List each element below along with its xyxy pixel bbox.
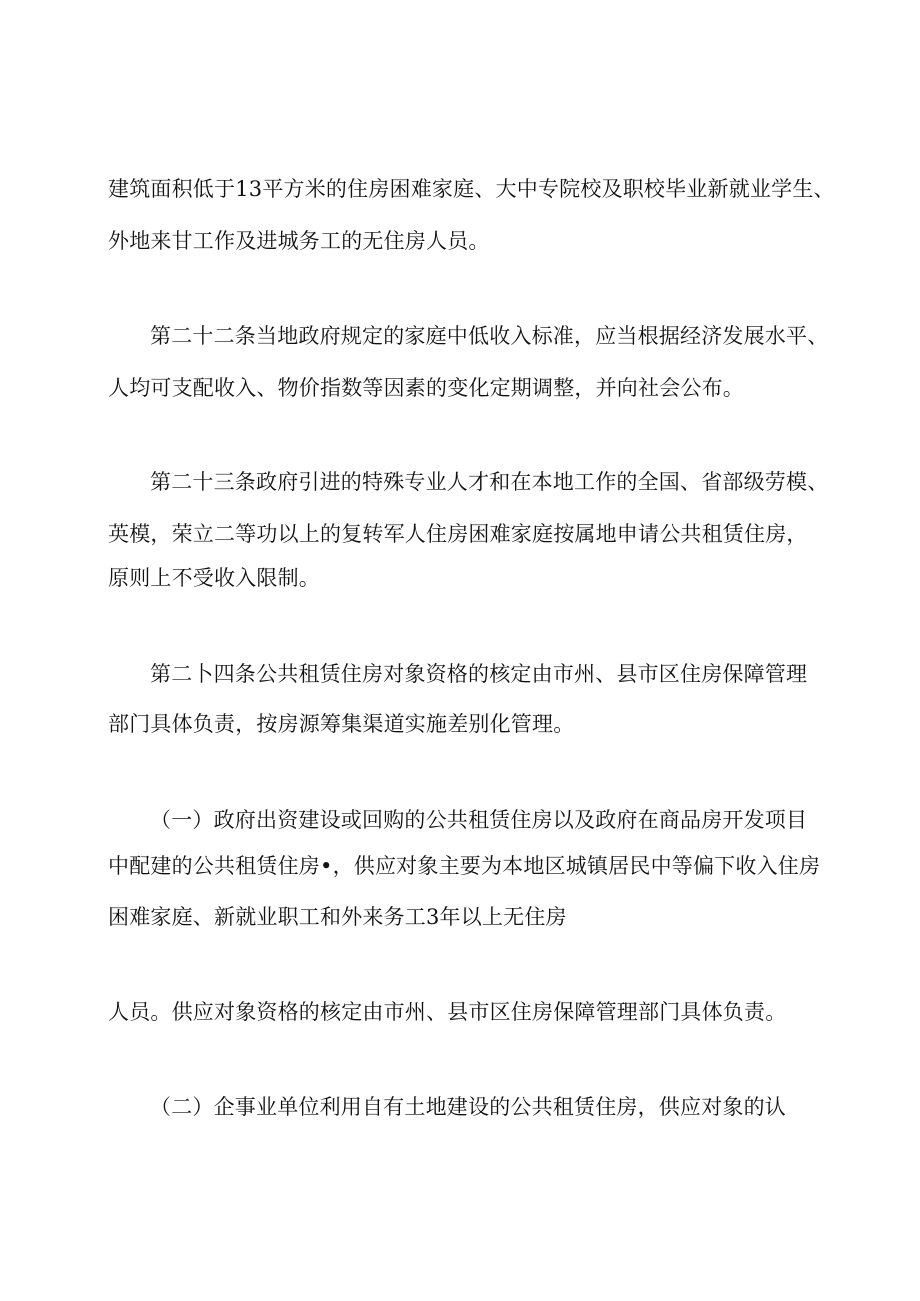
- article-23-line-3: 原则上不受收入限制。: [108, 566, 320, 590]
- item-1-line-1: （一）政府出资建设或回购的公共租赁住房以及政府在商品房开发项目: [150, 808, 808, 832]
- item-1-line-4: 人员。供应对象资格的核定由市州、县市区住房保障管理部门具体负责。: [108, 1000, 787, 1024]
- article-24-line-2: 部门具体负责，按房源筹集渠道实施差别化管理。: [108, 712, 575, 736]
- item-1-line-2: 中配建的公共租赁住房•，供应对象主要为本地区城镇居民中等偏下收入住房: [108, 854, 821, 878]
- article-22-line-2: 人均可支配收入、物价指数等因素的变化定期调整，并向社会公布。: [108, 376, 744, 400]
- item-2-line-1: （二）企事业单位利用自有土地建设的公共租赁住房，供应对象的认: [150, 1095, 786, 1119]
- text-line-2: 外地来甘工作及进城务工的无住房人员。: [108, 229, 490, 253]
- item-1-line-3: 困难家庭、新就业职工和外来务工3年以上无住房: [108, 905, 567, 929]
- article-22-line-1: 第二十二条当地政府规定的家庭中低收入标准，应当根据经济发展水平、: [150, 324, 829, 348]
- article-23-line-2: 英模，荣立二等功以上的复转军人住房困难家庭按属地申请公共租赁住房，: [108, 522, 808, 546]
- article-24-line-1: 第二卜四条公共租赁住房对象资格的核定由市州、县市区住房保障管理: [150, 662, 808, 686]
- article-23-line-1: 第二十三条政府引进的特殊专业人才和在本地工作的全国、省部级劳模、: [150, 470, 829, 494]
- text-line-1: 建筑面积低于13平方米的住房困难家庭、大中专院校及职校毕业新就业学生、: [108, 177, 835, 201]
